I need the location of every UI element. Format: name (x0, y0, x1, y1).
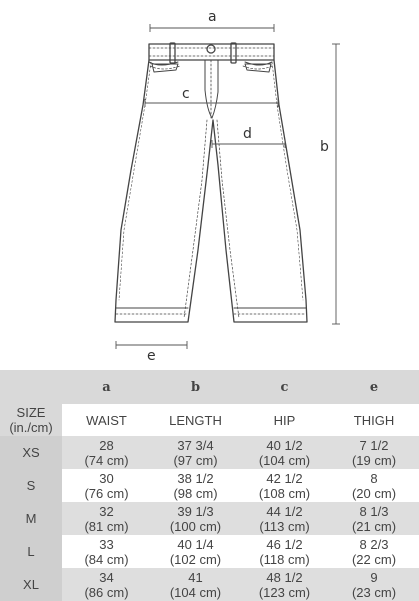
column-header-thigh: THIGH (353, 412, 395, 428)
measurement-inches: 48 1/2 (266, 569, 303, 585)
measurement-inches: 39 1/3 (177, 503, 214, 519)
size-header-unit: (in./cm) (9, 420, 53, 435)
waistband (149, 44, 274, 60)
measurement-cell (62, 502, 151, 535)
measurement-cm: (23 cm) (351, 584, 397, 600)
measurement-cell (151, 502, 240, 535)
dimension-a-label: a (208, 9, 217, 25)
dimension-d-label: d (243, 126, 252, 142)
measurement-inches: 34 (99, 569, 114, 585)
measurement-inches: 41 (188, 569, 203, 585)
measurement-cell (151, 535, 240, 568)
measurement-cm: (84 cm) (84, 551, 129, 567)
letter-header-row (0, 370, 419, 404)
measurement-inches: 40 1/2 (266, 437, 303, 453)
measurement-cm: (118 cm) (259, 551, 310, 567)
measurement-cell (329, 436, 419, 469)
size-cell: XL (0, 568, 62, 601)
measurement-cell (62, 535, 151, 568)
measurement-cell (329, 469, 419, 502)
column-header-waist: WAIST (86, 412, 127, 428)
letter-header-cell: c (240, 370, 329, 404)
measurement-inches: 7 1/2 (359, 437, 389, 453)
measurement-inches: 46 1/2 (266, 536, 303, 552)
measurement-cm: (100 cm) (169, 518, 222, 534)
dimension-c-label: c (182, 86, 190, 102)
measurement-inches: 40 1/4 (177, 536, 214, 552)
size-cell: S (0, 469, 62, 502)
measurement-cm: (123 cm) (258, 584, 311, 600)
measurement-cm: (104 cm) (169, 584, 222, 600)
measurement-inches: 44 1/2 (266, 503, 303, 519)
measurement-cell (151, 436, 240, 469)
measurement-cm: (104 cm) (258, 452, 311, 468)
letter-header-corner (0, 370, 62, 404)
measurement-cell (151, 568, 240, 601)
letter-header-cell: e (329, 370, 419, 404)
measurement-cm: (20 cm) (351, 485, 397, 501)
measurement-cell (62, 469, 151, 502)
measurement-cell (240, 568, 329, 601)
measurement-cm: (19 cm) (351, 452, 397, 468)
table-row (0, 436, 419, 469)
dimension-e-label: e (147, 348, 156, 364)
measurement-cm: (98 cm) (173, 485, 218, 501)
measurement-inches: 9 (370, 569, 378, 585)
measurement-cell (240, 502, 329, 535)
measurement-inches: 8 1/3 (359, 503, 389, 519)
measurement-inches: 38 1/2 (177, 470, 214, 486)
measurement-cell (240, 535, 329, 568)
measurement-cell (240, 469, 329, 502)
measurement-cm: (74 cm) (84, 452, 129, 468)
size-chart-table (0, 370, 419, 601)
column-header-row (0, 404, 419, 436)
column-header-hip: HIP (273, 412, 296, 428)
measurement-cell (240, 436, 329, 469)
size-header (0, 404, 62, 436)
measurement-inches: 32 (99, 503, 114, 519)
measurement-inches: 37 3/4 (177, 437, 214, 453)
measurement-inches: 33 (99, 536, 114, 552)
measurement-inches: 30 (99, 470, 114, 486)
table-row (0, 535, 419, 568)
letter-header-cell: b (151, 370, 240, 404)
measurement-cm: (22 cm) (351, 551, 397, 567)
column-header-length: LENGTH (169, 412, 222, 428)
measurement-cell (151, 469, 240, 502)
measurement-cm: (21 cm) (351, 518, 397, 534)
table-row (0, 469, 419, 502)
measurement-cm: (76 cm) (84, 485, 129, 501)
measurement-inches: 8 (370, 470, 378, 486)
measurement-cm: (108 cm) (258, 485, 311, 501)
measurement-cell (62, 568, 151, 601)
measurement-inches: 42 1/2 (266, 470, 303, 486)
measurement-cm: (97 cm) (173, 452, 218, 468)
measurement-inches: 28 (99, 437, 114, 453)
measurement-cm: (86 cm) (84, 584, 129, 600)
measurement-cell (62, 436, 151, 469)
measurement-cell (329, 568, 419, 601)
measurement-cell (329, 535, 419, 568)
letter-header-cell: a (62, 370, 151, 404)
measurement-cm: (81 cm) (84, 518, 129, 534)
table-row (0, 568, 419, 601)
table-row (0, 502, 419, 535)
button-icon (207, 45, 215, 53)
size-cell: M (0, 502, 62, 535)
measurement-cm: (102 cm) (169, 551, 222, 567)
measurement-cell (329, 502, 419, 535)
size-cell: L (0, 535, 62, 568)
measurement-cm: (113 cm) (259, 518, 310, 534)
measurement-inches: 8 2/3 (359, 536, 389, 552)
size-cell: XS (0, 436, 62, 469)
size-header-label: SIZE (16, 405, 46, 420)
dimension-b-label: b (320, 139, 329, 155)
